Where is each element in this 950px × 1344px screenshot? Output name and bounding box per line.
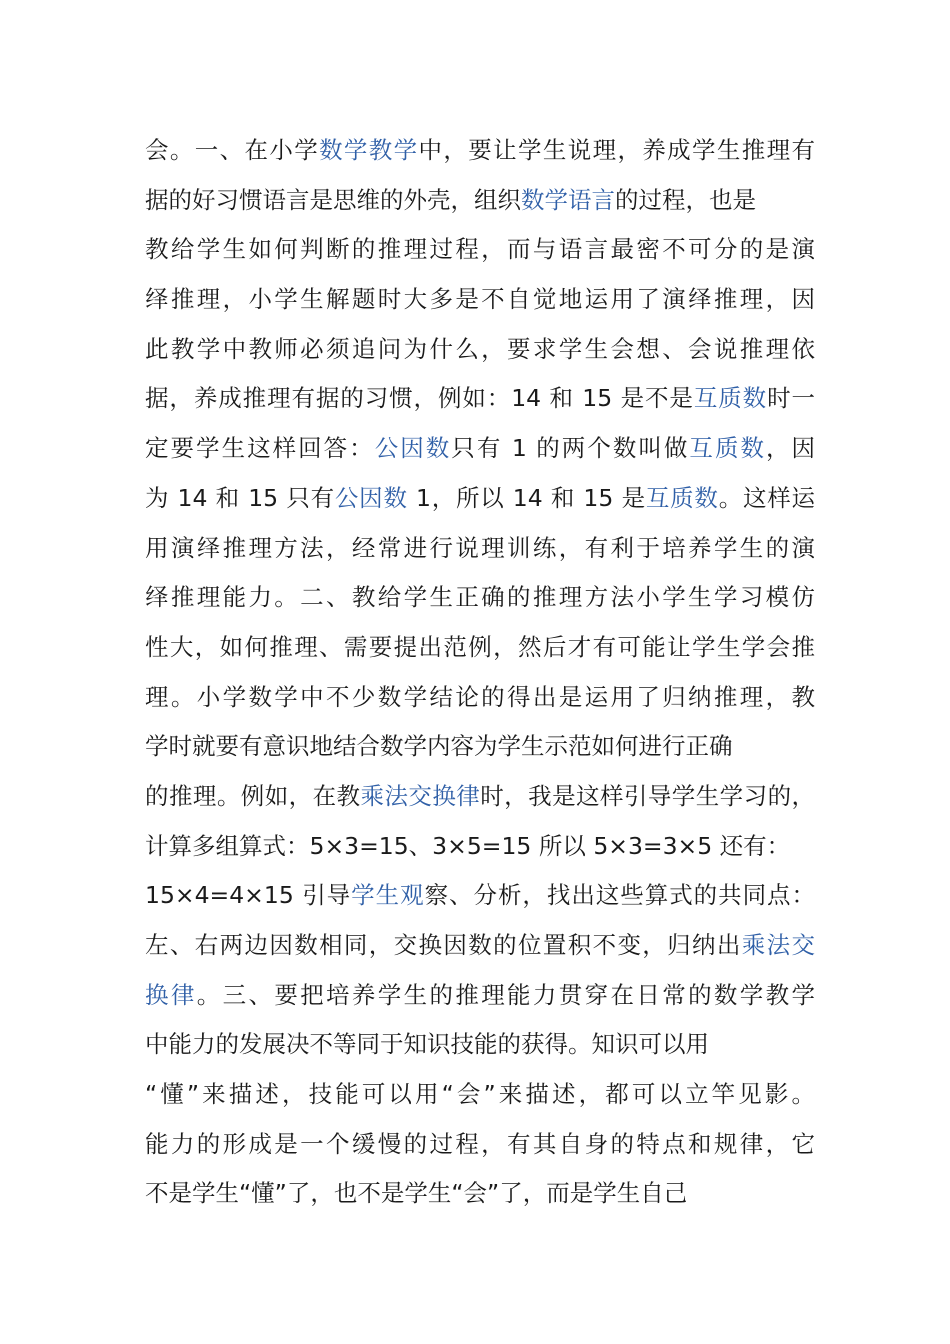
text-run: 中，要让学生说理，养成学生推理有 <box>418 136 816 164</box>
text-run: 据，养成推理有据的习惯，例如：14 和 15 是不是 <box>145 384 694 413</box>
text-line <box>145 772 815 822</box>
keyword-link[interactable]: 公因数 <box>374 434 452 463</box>
text-run: 中能力的发展决不等同于知识技能的获得。知识可以用 <box>145 1030 709 1059</box>
text-run: 会。一、在小学 <box>145 136 320 164</box>
keyword-link[interactable]: 互质数 <box>689 434 766 463</box>
text-run: 15×4=4×15 引导 <box>145 881 352 910</box>
text-run: 绎推理，小学生解题时大多是不自觉地运用了演绎推理，因 <box>145 285 815 314</box>
text-run: 为 14 和 15 只有 <box>145 483 335 512</box>
text-line <box>145 1020 815 1070</box>
text-run: 此教学中教师必须追问为什么，要求学生会想、会说推理依 <box>145 334 815 363</box>
text-run: 据的好习惯语言是思维的外壳，组织 <box>145 185 521 214</box>
text-line <box>145 424 815 474</box>
text-run: 1，所以 14 和 15 是 <box>407 483 646 512</box>
text-run: 的过程，也是 <box>615 185 756 214</box>
text-line <box>145 1169 815 1219</box>
text-line <box>145 822 815 872</box>
text-line <box>145 275 815 325</box>
text-run: 教给学生如何判断的推理过程，而与语言最密不可分的是演 <box>145 235 815 264</box>
text-line <box>145 126 815 176</box>
text-run: 时一 <box>767 384 816 413</box>
text-line <box>145 225 815 275</box>
body-text <box>145 126 815 1219</box>
text-line <box>145 722 815 772</box>
text-run: ，因 <box>766 434 816 463</box>
text-run: 不是学生“懂”了，也不是学生“会”了，而是学生自己 <box>145 1179 688 1208</box>
text-run: “懂”来描述，技能可以用“会”来描述，都可以立竿见影。 <box>145 1080 815 1109</box>
text-run: 左、右两边因数相同，交换因数的位置积不变，归纳出 <box>145 931 742 959</box>
text-line <box>145 1120 815 1170</box>
text-run: 察、分析，找出这些算式的共同点： <box>424 881 816 910</box>
text-run: 性大，如何推理、需要提出范例，然后才有可能让学生学会推 <box>145 632 815 661</box>
keyword-link[interactable]: 数学教学 <box>319 136 419 164</box>
text-line <box>145 871 815 921</box>
keyword-link[interactable]: 换律 <box>145 980 197 1009</box>
text-line <box>145 474 815 524</box>
text-run: 的推理。例如，在教 <box>145 781 361 810</box>
text-run: 能力的形成是一个缓慢的过程，有其自身的特点和规律，它 <box>145 1129 815 1158</box>
text-line <box>145 573 815 623</box>
text-run: 时，我是这样引导学生学习的， <box>480 781 816 810</box>
text-run: 绎推理能力。二、教给学生正确的推理方法小学生学习模仿 <box>145 583 815 612</box>
text-run: 。这样运 <box>718 483 816 512</box>
text-line <box>145 673 815 723</box>
text-line <box>145 623 815 673</box>
text-run: 。三、要把培养学生的推理能力贯穿在日常的数学教学 <box>196 980 816 1009</box>
text-line <box>145 1070 815 1120</box>
text-line <box>145 921 815 971</box>
text-run: 只有 1 的两个数叫做 <box>451 434 690 463</box>
text-line <box>145 524 815 574</box>
keyword-link[interactable]: 学生观 <box>351 881 425 910</box>
text-run: 用演绎推理方法，经常进行说理训练，有利于培养学生的演 <box>145 533 815 562</box>
text-line <box>145 971 815 1021</box>
text-run: 定要学生这样回答： <box>145 434 375 463</box>
keyword-link[interactable]: 乘法交换律 <box>360 781 481 810</box>
text-line <box>145 325 815 375</box>
keyword-link[interactable]: 乘法交 <box>741 931 816 959</box>
keyword-link[interactable]: 公因数 <box>334 483 408 512</box>
keyword-link[interactable]: 互质数 <box>693 384 768 413</box>
text-run: 理。小学数学中不少数学结论的得出是运用了归纳推理，教 <box>145 682 815 711</box>
text-run: 学时就要有意识地结合数学内容为学生示范如何进行正确 <box>145 732 733 761</box>
keyword-link[interactable]: 数学语言 <box>521 185 615 214</box>
text-line <box>145 374 815 424</box>
keyword-link[interactable]: 互质数 <box>645 483 719 512</box>
text-run: 计算多组算式：5×3=15、3×5=15 所以 5×3=3×5 还有： <box>145 831 791 860</box>
text-line <box>145 176 815 226</box>
